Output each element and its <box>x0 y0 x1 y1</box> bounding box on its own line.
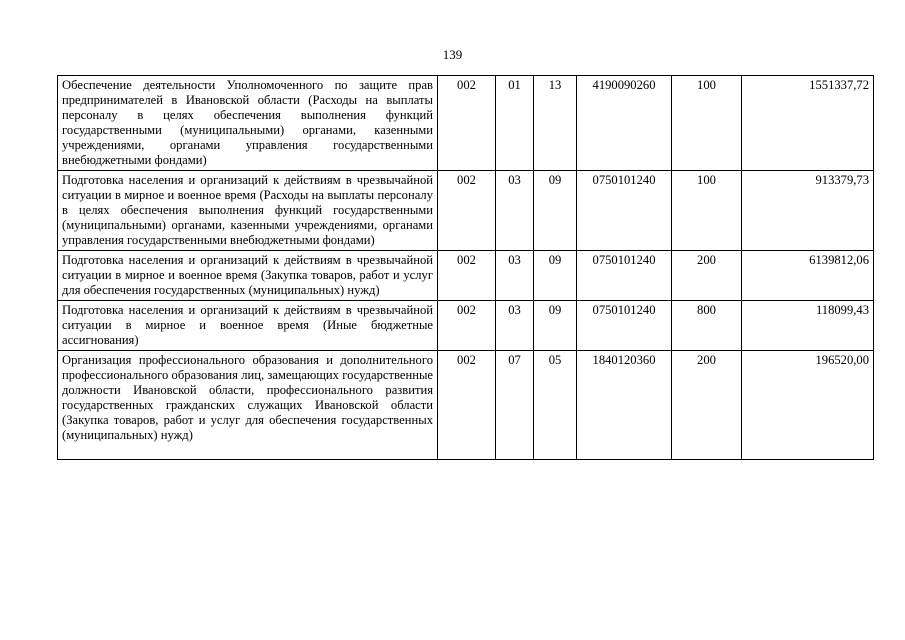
subsection-code: 13 <box>534 76 577 171</box>
section-code: 03 <box>496 301 534 351</box>
expense-type-code: 200 <box>672 351 742 460</box>
table-row <box>58 251 874 301</box>
amount: 913379,73 <box>742 171 874 251</box>
amount: 118099,43 <box>742 301 874 351</box>
ministry-code: 002 <box>438 251 496 301</box>
subsection-code: 09 <box>534 301 577 351</box>
section-code: 07 <box>496 351 534 460</box>
target-article-code: 0750101240 <box>577 171 672 251</box>
ministry-code: 002 <box>438 171 496 251</box>
ministry-code: 002 <box>438 351 496 460</box>
row-description: Подготовка населения и организаций к действиям в чрезвычайной ситуации в мирное и военное время (Расходы на выплаты персоналу в целях обеспечения выполнения функций государственными (муниципальными) органами, казенными учреждениями, органами управления государственными внебюджетными фондами) <box>58 171 438 251</box>
ministry-code: 002 <box>438 76 496 171</box>
expense-type-code: 100 <box>672 76 742 171</box>
table-row <box>58 301 874 351</box>
section-code: 03 <box>496 171 534 251</box>
expense-type-code: 100 <box>672 171 742 251</box>
table-row <box>58 76 874 171</box>
ministry-code: 002 <box>438 301 496 351</box>
row-description: Организация профессионального образования и дополнительного профессионального образования лиц, замещающих государственные должности Ивановской области, профессионального развития государственных гражданских служащих Ивановской области (Закупка товаров, работ и услуг для обеспечения государственных (муниципальных) нужд) <box>58 351 438 460</box>
target-article-code: 0750101240 <box>577 251 672 301</box>
row-description: Обеспечение деятельности Уполномоченного по защите прав предпринимателей в Ивановской области (Расходы на выплаты персоналу в целях обеспечения выполнения функций государственными (муниципальными) органами, казенными учреждениями, органами управления государственными внебюджетными фондами) <box>58 76 438 171</box>
expense-type-code: 200 <box>672 251 742 301</box>
section-code: 03 <box>496 251 534 301</box>
table-row <box>58 171 874 251</box>
amount: 196520,00 <box>742 351 874 460</box>
target-article-code: 0750101240 <box>577 301 672 351</box>
row-description: Подготовка населения и организаций к действиям в чрезвычайной ситуации в мирное и военное время (Иные бюджетные ассигнования) <box>58 301 438 351</box>
page-number: 139 <box>442 47 463 62</box>
subsection-code: 09 <box>534 251 577 301</box>
amount: 1551337,72 <box>742 76 874 171</box>
subsection-code: 09 <box>534 171 577 251</box>
row-description: Подготовка населения и организаций к действиям в чрезвычайной ситуации в мирное и военное время (Закупка товаров, работ и услуг для обеспечения государственных (муниципальных) нужд) <box>58 251 438 301</box>
table-row <box>58 351 874 460</box>
amount: 6139812,06 <box>742 251 874 301</box>
expense-type-code: 800 <box>672 301 742 351</box>
section-code: 01 <box>496 76 534 171</box>
target-article-code: 1840120360 <box>577 351 672 460</box>
target-article-code: 4190090260 <box>577 76 672 171</box>
subsection-code: 05 <box>534 351 577 460</box>
budget-table <box>57 75 874 460</box>
